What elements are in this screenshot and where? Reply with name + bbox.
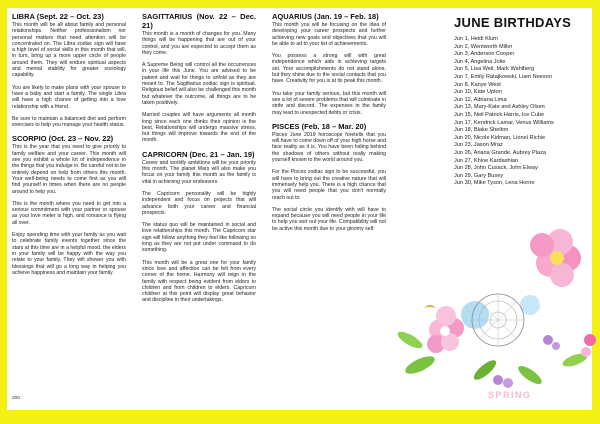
yellow-border-left bbox=[0, 0, 7, 424]
horoscope-column-1 bbox=[12, 12, 126, 282]
pisces-paragraph-1: Pisces June 2019 horoscope foretells that you will have to come down off of your high horse and face reality as it is. You have been hiding behind the shadows of others without really making yourself known to the world around you. bbox=[272, 131, 386, 164]
birthday-entry: Jun 7, Emily Ratajkowski, Liam Neeson bbox=[454, 73, 552, 80]
birthday-entry: Jun 29, Gary Busey bbox=[454, 172, 504, 179]
pisces-paragraph-2: For the Pisces zodiac sign to be successful, you will have to bring out the creative nature that will immensely help you. There is a high chance that you will need people that you don't normally reach out to. bbox=[272, 169, 386, 201]
libra-paragraph-3: Be sure to maintain a balanced diet and perform exercises to help you manage your health status. bbox=[12, 115, 126, 129]
aquarius-section bbox=[272, 12, 386, 116]
birthday-entry: Jun 5, Lisa Weil, Mark Wahlberg bbox=[454, 66, 535, 73]
horoscope-column-3 bbox=[272, 12, 386, 238]
aquarius-paragraph-3: You take your family serious, but this month will see a lot of severe problems that will culminate in strife and discord. The expenses in the family may lead to unexpected debts or crisis. bbox=[272, 90, 386, 116]
capricorn-paragraph-2: The Capricorn personality will be highly independent and focus on projects that will advance both your career and financial prospects. bbox=[142, 190, 256, 216]
capricorn-paragraph-3: The status quo will be maintained in social and love relationships this month. The Capricorn star sign will follow anything they feel like following so long as they are not put under command to do something. bbox=[142, 222, 256, 254]
aquarius-heading: AQUARIUS (Jan. 19 – Feb. 18) bbox=[272, 12, 379, 21]
yellow-border-top bbox=[0, 0, 600, 8]
sagittarius-section bbox=[142, 12, 256, 144]
birthday-entry: Jun 4, Angelina Jolie bbox=[454, 58, 506, 65]
aquarius-paragraph-2: You possess a strong will with great independence which aids in achieving targets set. Your accomplishments do not stand alone, but they shine due to the social contacts that you have. Creativity for you is at its peak this month. bbox=[272, 53, 386, 85]
pink-flower-large bbox=[530, 229, 581, 287]
birthday-entry: Jun 2, Wentworth Miller bbox=[454, 43, 513, 50]
green-leaves bbox=[395, 329, 589, 387]
scorpio-paragraph-1: This is the year that you need to give priority to family welfare and your career. This month will see you exhibit a whole lot of independence in the things that you indulge in. Be careful not to be entirely depend on help from others this month. Your well-being needs to come first as you will find yourself in times when there are no people around to help you. bbox=[12, 144, 126, 195]
birthday-entry: Jun 1, Heidi Klum bbox=[454, 36, 498, 42]
bird-icon bbox=[424, 305, 436, 308]
birthday-entry: Jun 23, Jason Mraz bbox=[454, 142, 503, 149]
birthdays-list bbox=[454, 36, 590, 188]
birthday-entry: Jun 17, Kendrick Lamar, Venus Williams bbox=[454, 119, 554, 126]
page-number: 200 bbox=[12, 396, 21, 401]
pink-flower-left bbox=[427, 306, 464, 353]
spring-label: SPRING bbox=[488, 390, 532, 400]
horoscope-column-2 bbox=[142, 12, 256, 310]
birthday-entry: Jun 12, Adriana Lima bbox=[454, 96, 507, 103]
birthday-entry: Jun 15, Neil Patrick Harris, Ice Cube bbox=[454, 111, 545, 118]
pisces-paragraph-3: The social circle you identify with will have to expand because you will need people in your life to help you sort out your life. Compatibility will not be active this month due to your gloomy self. bbox=[272, 206, 386, 232]
birthday-entry: Jun 27, Khloe Kardashian bbox=[454, 157, 519, 164]
pisces-section bbox=[272, 122, 386, 232]
birthday-entry: Jun 26, Ariana Grande, Aubrey Plaza bbox=[454, 149, 547, 156]
libra-paragraph-1: This month will be all about family and personal relationships. Neither professionalism nor personal matters that need attention will be concentrated on. The Libra zodiac sign will have a high level of social skills in this month that will, in turn, bring up a more upper circle of people around them. They will endure spiritual aspects and mental stability for greater sociology capability. bbox=[12, 22, 126, 79]
sagittarius-heading: SAGITTARIUS (Nov. 22 – Dec. 21) bbox=[142, 12, 256, 30]
birthday-entry: Jun 20, Nicole Kidman, Lionel Richie bbox=[454, 134, 546, 141]
birthday-entry: Jun 13, Mary-Kate and Ashley Olsen bbox=[454, 104, 545, 111]
zodiac-wheel-icon bbox=[472, 294, 524, 346]
birthday-entry: Jun 10, Kate Upton bbox=[454, 89, 502, 96]
capricorn-heading: CAPRICORN (Dec. 21 – Jan. 19) bbox=[142, 149, 255, 159]
birthday-entry: Jun 3, Anderson Cooper bbox=[454, 51, 515, 58]
sagittarius-paragraph-3: Married couples will have arguments all month long since each one thinks their opinion is the best. Relationships will undergo massive stress, but things will improve towards the end of the month. bbox=[142, 112, 256, 144]
capricorn-section bbox=[142, 150, 256, 304]
capricorn-paragraph-1: Career and worldly ambitions will be your priority this month. The planet Mars will also make you focus on your family this month as the family is vital in achieving your endeavors. bbox=[142, 159, 256, 185]
birthday-entry: Jun 8, Kanye West bbox=[454, 81, 501, 88]
birthday-entry: Jun 28, John Cusack, John Elway bbox=[454, 165, 538, 172]
birthdays-title: JUNE BIRTHDAYS bbox=[454, 15, 572, 30]
libra-section bbox=[12, 12, 126, 128]
aquarius-paragraph-1: This month you will be focusing on the idea of developing your career prospects and further achieving new goals and objectives that you will be able to ad to your list of achievements. bbox=[272, 22, 386, 47]
scorpio-paragraph-3: Enjoy spending time with your family as you wait to celebrate family events together since the stars at this time are in a helpful mood. the elders in your family will be happy with the way you relate to your family. They will shower you with blessings that will go a long way in helping you achieve happiness and maintain your family. bbox=[12, 232, 126, 276]
sagittarius-paragraph-1: This month is a month of changes for you. Many things will be happening that are out of your control, and you are expected to accept them as they come. bbox=[142, 31, 256, 56]
spring-flowers-illustration bbox=[380, 190, 600, 410]
pisces-heading: PISCES (Feb. 18 – Mar. 20) bbox=[272, 121, 367, 131]
libra-paragraph-2: You are likely to make plans with your spouse to have a baby and start a family. The single Libra will have a high chance of getting into a love relationship with a friend. bbox=[12, 84, 126, 110]
scorpio-section bbox=[12, 134, 126, 276]
sky-blob bbox=[461, 301, 489, 329]
capricorn-paragraph-4: This month will be a great one for your family since love and affection can be felt from every corner of the home. Harmony will reign in the family with respect being evident from elders to children and from children to elders. Capricorn children at this point will display great behavior and discipline in their undertakings. bbox=[142, 259, 256, 304]
birthday-entry: Jun 30, Mike Tyson, Lena Horne bbox=[454, 180, 535, 187]
yellow-border-bottom bbox=[0, 410, 600, 424]
scorpio-heading: SCORPIO (Oct. 23 – Nov. 22) bbox=[12, 134, 114, 144]
sagittarius-paragraph-2: A Supreme Being will control all the occurrences in your life this June. You are advised to be patient and wait for things to unfold as they are meant to. The Sagittarius zodiac sign is spiritual. Religious belief will also be challenged this month but whatever the outcome, all things are to be taken positively. bbox=[142, 62, 256, 106]
scorpio-paragraph-2: This is the month where you need to get into a serious commitment with your partner or spouse as your love meter is high, and romance is flying all over. bbox=[12, 200, 126, 226]
birthday-entry: Jun 18, Blake Shelton bbox=[454, 127, 509, 134]
libra-heading: LIBRA (Sept. 22 – Oct. 23) bbox=[12, 12, 104, 21]
